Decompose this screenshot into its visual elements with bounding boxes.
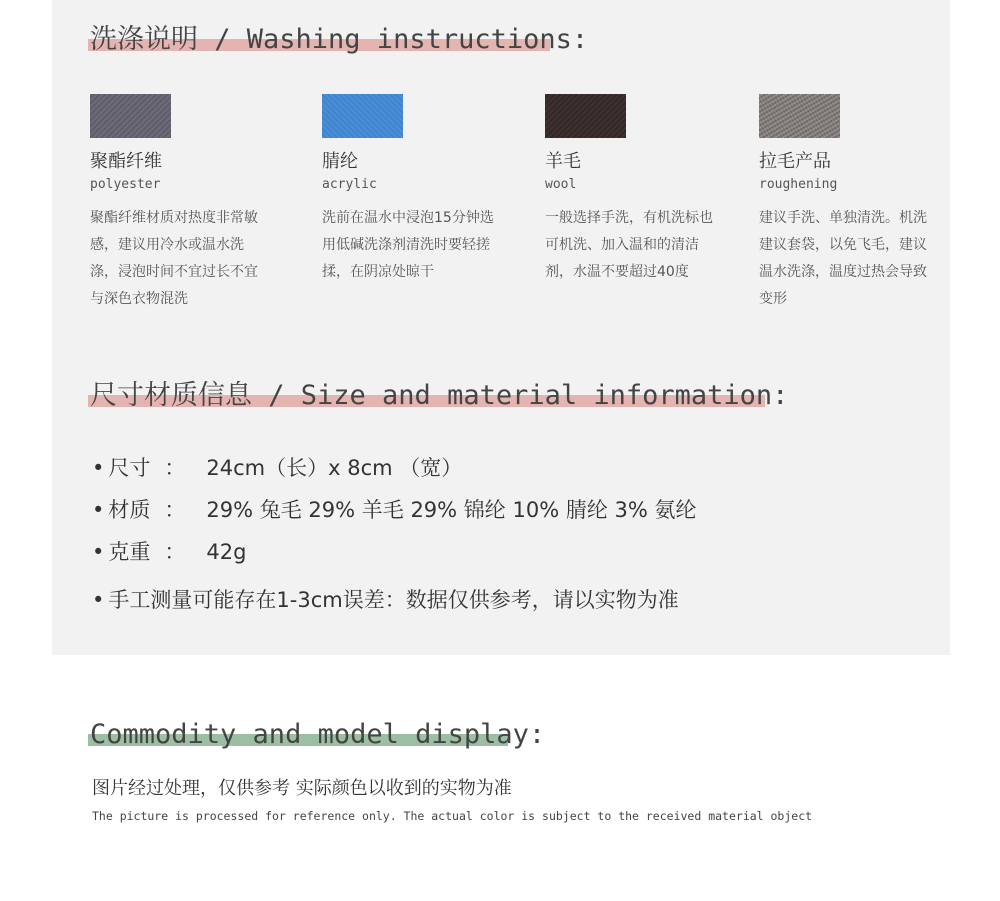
fabric-name-cn: 拉毛产品 [759,151,831,172]
fabric-roughening [759,94,939,313]
bullet-icon: • [92,540,105,564]
spec-value: 29% 兔毛 29% 羊毛 29% 锦纶 10% 腈纶 3% 氨纶 [206,498,697,522]
washing-heading-text: 洗涤说明 / Washing instructions: [90,24,589,55]
fabric-name-cn: 腈纶 [322,151,358,172]
bullet-icon: • [92,456,105,480]
fabric-name-en: acrylic [322,177,377,192]
fabric-acrylic [322,94,502,286]
size-heading-text: 尺寸材质信息 / Size and material information: [90,380,789,411]
color-disclaimer-cn: 图片经过处理，仅供参考 实际颜色以收到的实物为准 [92,778,512,799]
commodity-heading-text: Commodity and model display: [90,719,546,750]
spec-key: 材质 [108,498,151,522]
bullet-icon: • [92,588,105,612]
spec-key: 尺寸 [108,456,151,480]
spec-separator: ： [164,456,186,480]
fabric-description: 聚酯纤维材质对热度非常敏感，建议用冷水或温水洗涤，浸泡时间不宜过长不宜与深色衣物混洗 [90,210,258,307]
wool-swatch-icon [545,94,626,138]
fabric-description: 建议手洗、单独清洗。机洗建议套袋，以免飞毛，建议温水洗涤，温度过热会导致变形 [759,210,927,307]
measurement-note-text: 手工测量可能存在1-3cm误差：数据仅供参考，请以实物为准 [108,588,679,612]
fabric-wool [545,94,725,286]
fabric-name-en: roughening [759,177,838,192]
roughening-swatch-icon [759,94,840,138]
spec-key: 克重 [108,540,151,564]
washing-instructions-heading [90,26,588,53]
spec-separator: ： [164,540,186,564]
fabric-name-en: wool [545,177,577,192]
spec-size [92,455,462,481]
measurement-note [92,587,679,613]
acrylic-swatch-icon [322,94,403,138]
spec-material [92,497,697,523]
spec-weight [92,539,246,565]
fabric-name-cn: 聚酯纤维 [90,151,162,172]
fabric-name-en: polyester [90,177,161,192]
commodity-display-heading [90,721,545,748]
spec-separator: ： [164,498,186,522]
size-material-heading [90,382,788,409]
bullet-icon: • [92,498,105,522]
fabric-polyester [90,94,270,313]
fabric-description: 一般选择手洗，有机洗标也可机洗、加入温和的清洁剂，水温不要超过40度 [545,210,713,280]
fabric-name-cn: 羊毛 [545,151,581,172]
fabric-description: 洗前在温水中浸泡15分钟选用低碱洗涤剂清洗时要轻搓揉，在阴凉处晾干 [322,210,494,280]
polyester-swatch-icon [90,94,171,138]
color-disclaimer-en: The picture is processed for reference only. The actual color is subject to the received material object [92,809,813,823]
spec-value: 42g [206,540,247,564]
spec-value: 24cm（长）x 8cm （宽） [206,456,463,480]
